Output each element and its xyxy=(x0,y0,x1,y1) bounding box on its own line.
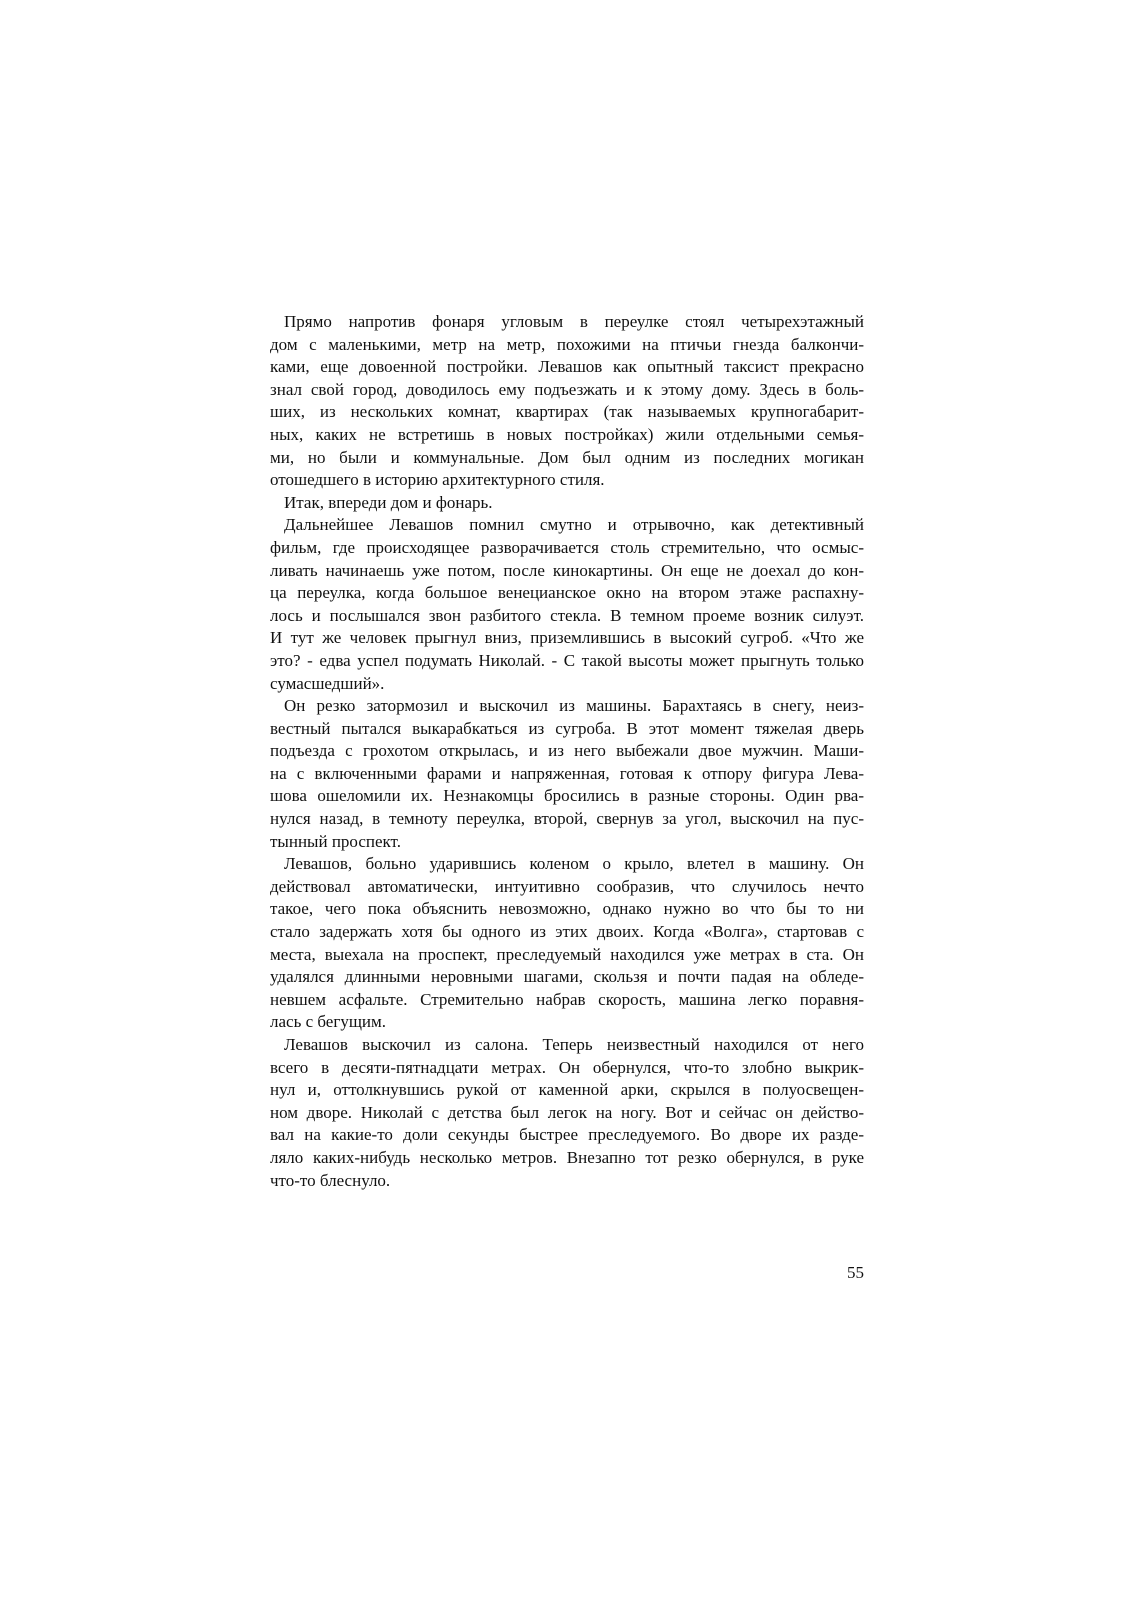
text-line: ми, но были и коммунальные. Дом был одним из последних могикан xyxy=(270,447,864,467)
text-line: действовал автоматически, интуитивно сообразив, что случилось нечто xyxy=(270,876,864,896)
text-line: лось и послышался звон разбитого стекла. В темном проеме возник силуэт. xyxy=(270,605,864,625)
text-line: дом с маленькими, метр на метр, похожими на птичьи гнезда балкончи- xyxy=(270,334,864,354)
text-line: на с включенными фарами и напряженная, готовая к отпору фигура Лева- xyxy=(270,763,864,783)
text-line: вал на какие-то доли секунды быстрее преследуемого. Во дворе их разде- xyxy=(270,1125,864,1145)
text-line: Левашов, больно ударившись коленом о крыло, влетел в машину. Он xyxy=(284,854,864,874)
text-line: Дальнейшее Левашов помнил смутно и отрывочно, как детективный xyxy=(284,515,864,535)
text-line: Прямо напротив фонаря угловым в переулке стоял четырехэтажный xyxy=(284,312,864,331)
text-line: сумасшедший». xyxy=(270,673,385,693)
text-line: ками, еще довоенной постройки. Левашов как опытный таксист прекрасно xyxy=(270,357,864,377)
text-line: что-то блеснуло. xyxy=(270,1170,391,1190)
text-line: лась с бегущим. xyxy=(270,1012,387,1032)
text-line: ном дворе. Николай с детства был легок на ногу. Вот и сейчас он действо- xyxy=(270,1102,864,1122)
text-line: знал свой город, доводилось ему подъезжать и к этому дому. Здесь в боль- xyxy=(270,379,864,399)
text-line: ца переулка, когда большое венецианское окно на втором этаже распахну- xyxy=(270,583,864,603)
text-line: места, выехала на проспект, преследуемый находился уже метрах в ста. Он xyxy=(270,944,864,964)
text-line: невшем асфальте. Стремительно набрав скорость, машина легко поравня- xyxy=(270,989,864,1009)
text-line: стало задержать хотя бы одного из этих двоих. Когда «Волга», стартовав с xyxy=(270,922,864,942)
text-line: ших, из нескольких комнат, квартирах (так называемых крупногабарит- xyxy=(270,402,864,422)
text-line: нулся назад, в темноту переулка, второй, свернув за угол, выскочил на пус- xyxy=(270,809,864,829)
text-line: нул и, оттолкнувшись рукой от каменной арки, скрылся в полуосвещен- xyxy=(270,1080,864,1100)
text-line: всего в десяти-пятнадцати метрах. Он обернулся, что-то злобно выкрик- xyxy=(270,1057,864,1077)
text-line: Левашов выскочил из салона. Теперь неизвестный находился от него xyxy=(284,1035,864,1054)
text-line: отошедшего в историю архитектурного стиля. xyxy=(270,470,605,490)
body-text xyxy=(270,311,864,1192)
text-line: Он резко затормозил и выскочил из машины. Барахтаясь в снегу, неиз- xyxy=(284,696,864,716)
text-line: ных, каких не встретишь в новых постройках) жили отдельными семья- xyxy=(270,424,864,444)
text-line: Итак, впереди дом и фонарь. xyxy=(284,492,493,512)
text-line: фильм, где происходящее разворачивается столь стремительно, что осмыс- xyxy=(270,537,864,557)
text-line: ляло каких-нибудь несколько метров. Внезапно тот резко обернулся, в руке xyxy=(270,1147,864,1167)
text-line: удалялся длинными неровными шагами, скользя и почти падая на обледе- xyxy=(270,967,864,987)
text-line: ливать начинаешь уже потом, после кинокартины. Он еще не доехал до кон- xyxy=(270,560,864,580)
page-number: 55 xyxy=(847,1263,864,1282)
text-line: шова ошеломили их. Незнакомцы бросились в разные стороны. Один рва- xyxy=(270,786,864,806)
text-line: вестный пытался выкарабкаться из сугроба. В этот момент тяжелая дверь xyxy=(270,718,864,738)
text-line: подъезда с грохотом открылась, и из него выбежали двое мужчин. Маши- xyxy=(270,741,864,761)
text-line: И тут же человек прыгнул вниз, приземлившись в высокий сугроб. «Что же xyxy=(270,628,864,648)
text-line: это? - едва успел подумать Николай. - С такой высоты может прыгнуть только xyxy=(270,650,864,670)
text-line: такое, чего пока объяснить невозможно, однако нужно во что бы то ни xyxy=(270,899,864,919)
text-line: тынный проспект. xyxy=(270,831,401,851)
